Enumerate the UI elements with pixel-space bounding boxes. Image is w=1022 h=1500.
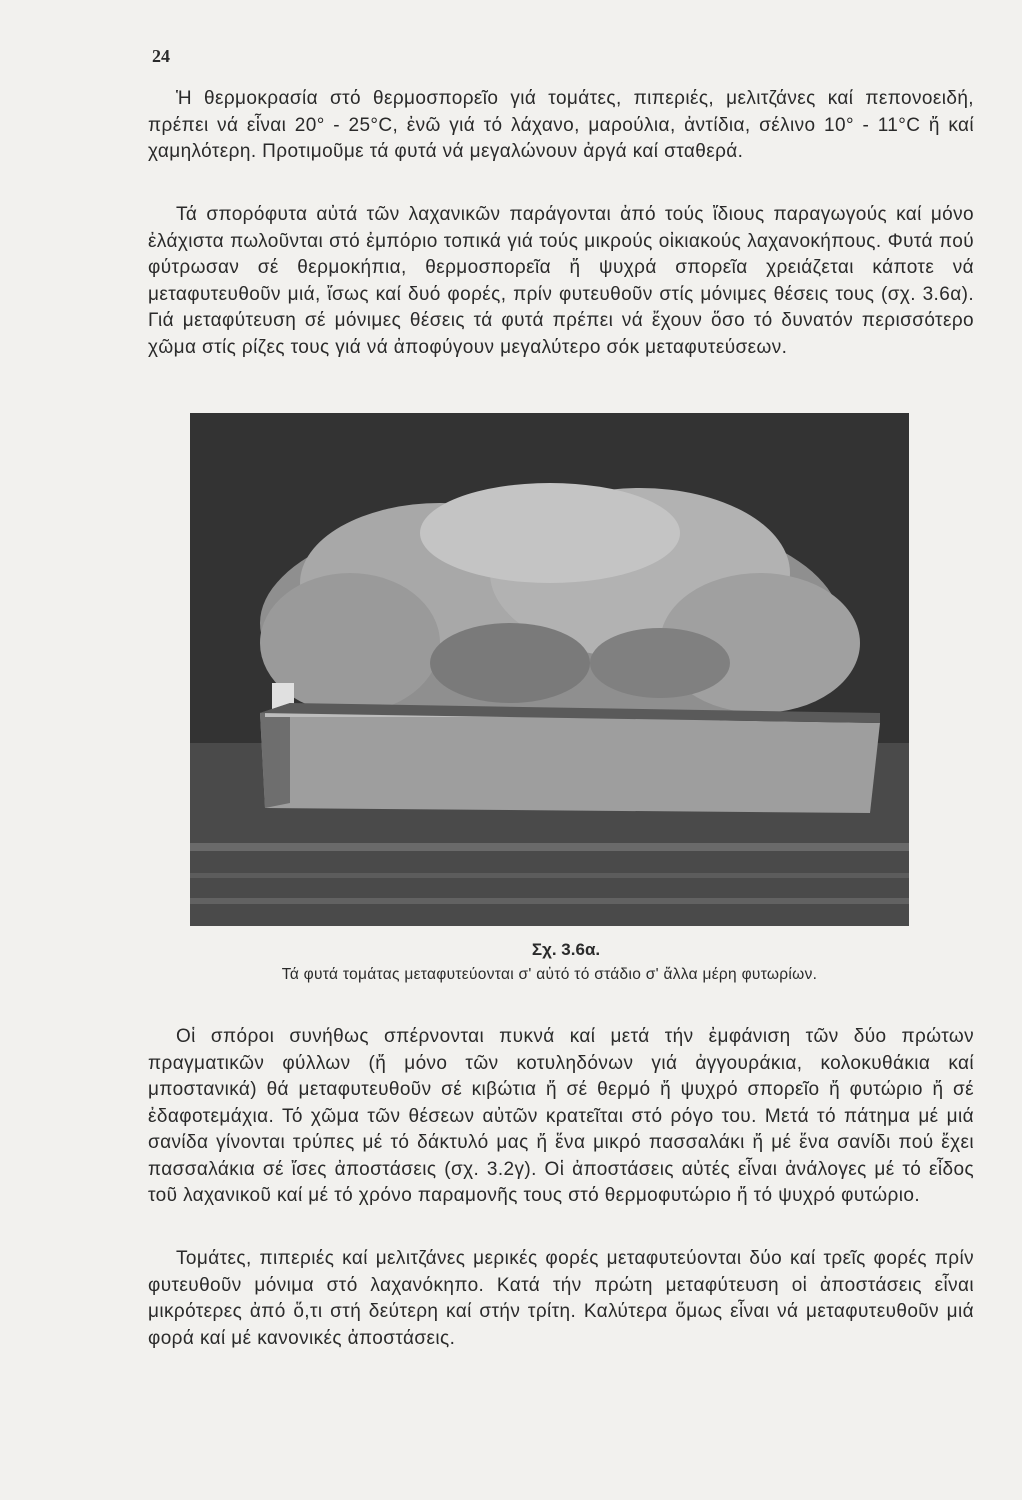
figure-photo-tomato-seedlings-box [190, 413, 909, 926]
page-number: 24 [152, 46, 170, 66]
paragraph-temperature: Ἡ θερμοκρασία στό θερμοσπορεῖο γιά τομάτες, πιπεριές, μελιτζάνες καί πεπονοειδή, πρέπει νά εἶναι 20° - 25°C, ἐνῶ γιά τό λάχανο, μαρούλια, ἀντίδια, σέλινο 10° - 11°C ἤ καί χαμηλότερη. Προτιμοῦμε τά φυτά νά μεγαλώνουν ἀργά καί σταθερά. [148, 88, 974, 162]
tomato-seedlings-illustration [190, 413, 909, 926]
paragraph-sowing: Οἱ σπόροι συνήθως σπέρνονται πυκνά καί μετά τήν ἐμφάνιση τῶν δύο πρώτων πραγματικῶν φύλλων (ἤ μόνο τῶν κοτυληδόνων γιά ἀγγουράκια, κολοκυθάκια καί μποστανικά) θά μεταφυτευθοῦν σέ κιβώτια ἤ σέ θερμό ἤ ψυχρό σπορεῖο ἤ φυτώριο ἤ σέ ἐδαφοτεμάχια. Τό χῶμα τῶν θέσεων αὐτῶν κρατεῖται στό ρόγο του. Μετά τό πάτημα μέ μιά σανίδα γίνονται τρύπες μέ τό δάκτυλό μας ἤ ἕνα μικρό πασσαλάκι ἤ μέ ἕνα σανίδι πού ἔχει πασσαλάκια σέ ἴσες ἀποστάσεις (σχ. 3.2γ). Οἱ ἀποστάσεις αὐτές εἶναι ἀνάλογες μέ τό εἶδος τοῦ λαχανικοῦ καί μέ τό χρόνο παραμονῆς τους στό θερμοφυτώριο ἤ τό ψυχρό φυτώριο. [148, 1026, 974, 1206]
figure-label: Σχ. 3.6α. [531, 940, 601, 959]
paragraph-seedlings: Τά σπορόφυτα αὐτά τῶν λαχανικῶν παράγονται ἀπό τούς ἴδιους παραγωγούς καί μόνο ἐλάχιστα πωλοῦνται στό ἐμπόριο τοπικά γιά τούς μικρούς οἰκιακούς λαχανοκήπους. Φυτά πού φύτρωσαν σέ θερμοκήπια, θερμοσπορεῖα ἤ ψυχρά σπορεῖα χρειάζεται κάποτε νά μεταφυτευθοῦν μιά, ἴσως καί δυό φορές, πρίν φυτευθοῦν στίς μόνιμες θέσεις τους (σχ. 3.6α). Γιά μεταφύτευση σέ μόνιμες θέσεις τά φυτά πρέπει νά ἔχουν ὅσο τό δυνατόν περισσότερο χῶμα στίς ρίζες τους γιά νά ἀποφύγουν μεγαλύτερο σόκ μεταφυτεύσεων. [148, 204, 974, 358]
paragraph-transplanting: Τομάτες, πιπεριές καί μελιτζάνες μερικές φορές μεταφυτεύονται δύο καί τρεῖς φορές πρίν φυτευθοῦν μόνιμα στό λαχανόκηπο. Κατά τήν πρώτη μεταφύτευση οἱ ἀποστάσεις εἶναι μικρότερες ἀπό ὅ,τι στή δεύτερη καί στήν τρίτη. Καλύτερα ὅμως εἶναι νά μεταφυτευθοῦν μιά φορά καί μέ κανονικές ἀποστάσεις. [148, 1248, 974, 1349]
figure-caption: Τά φυτά τομάτας μεταφυτεύονται σ' αὐτό τό στάδιο σ' ἄλλα μέρη φυτωρίων. [281, 966, 818, 983]
